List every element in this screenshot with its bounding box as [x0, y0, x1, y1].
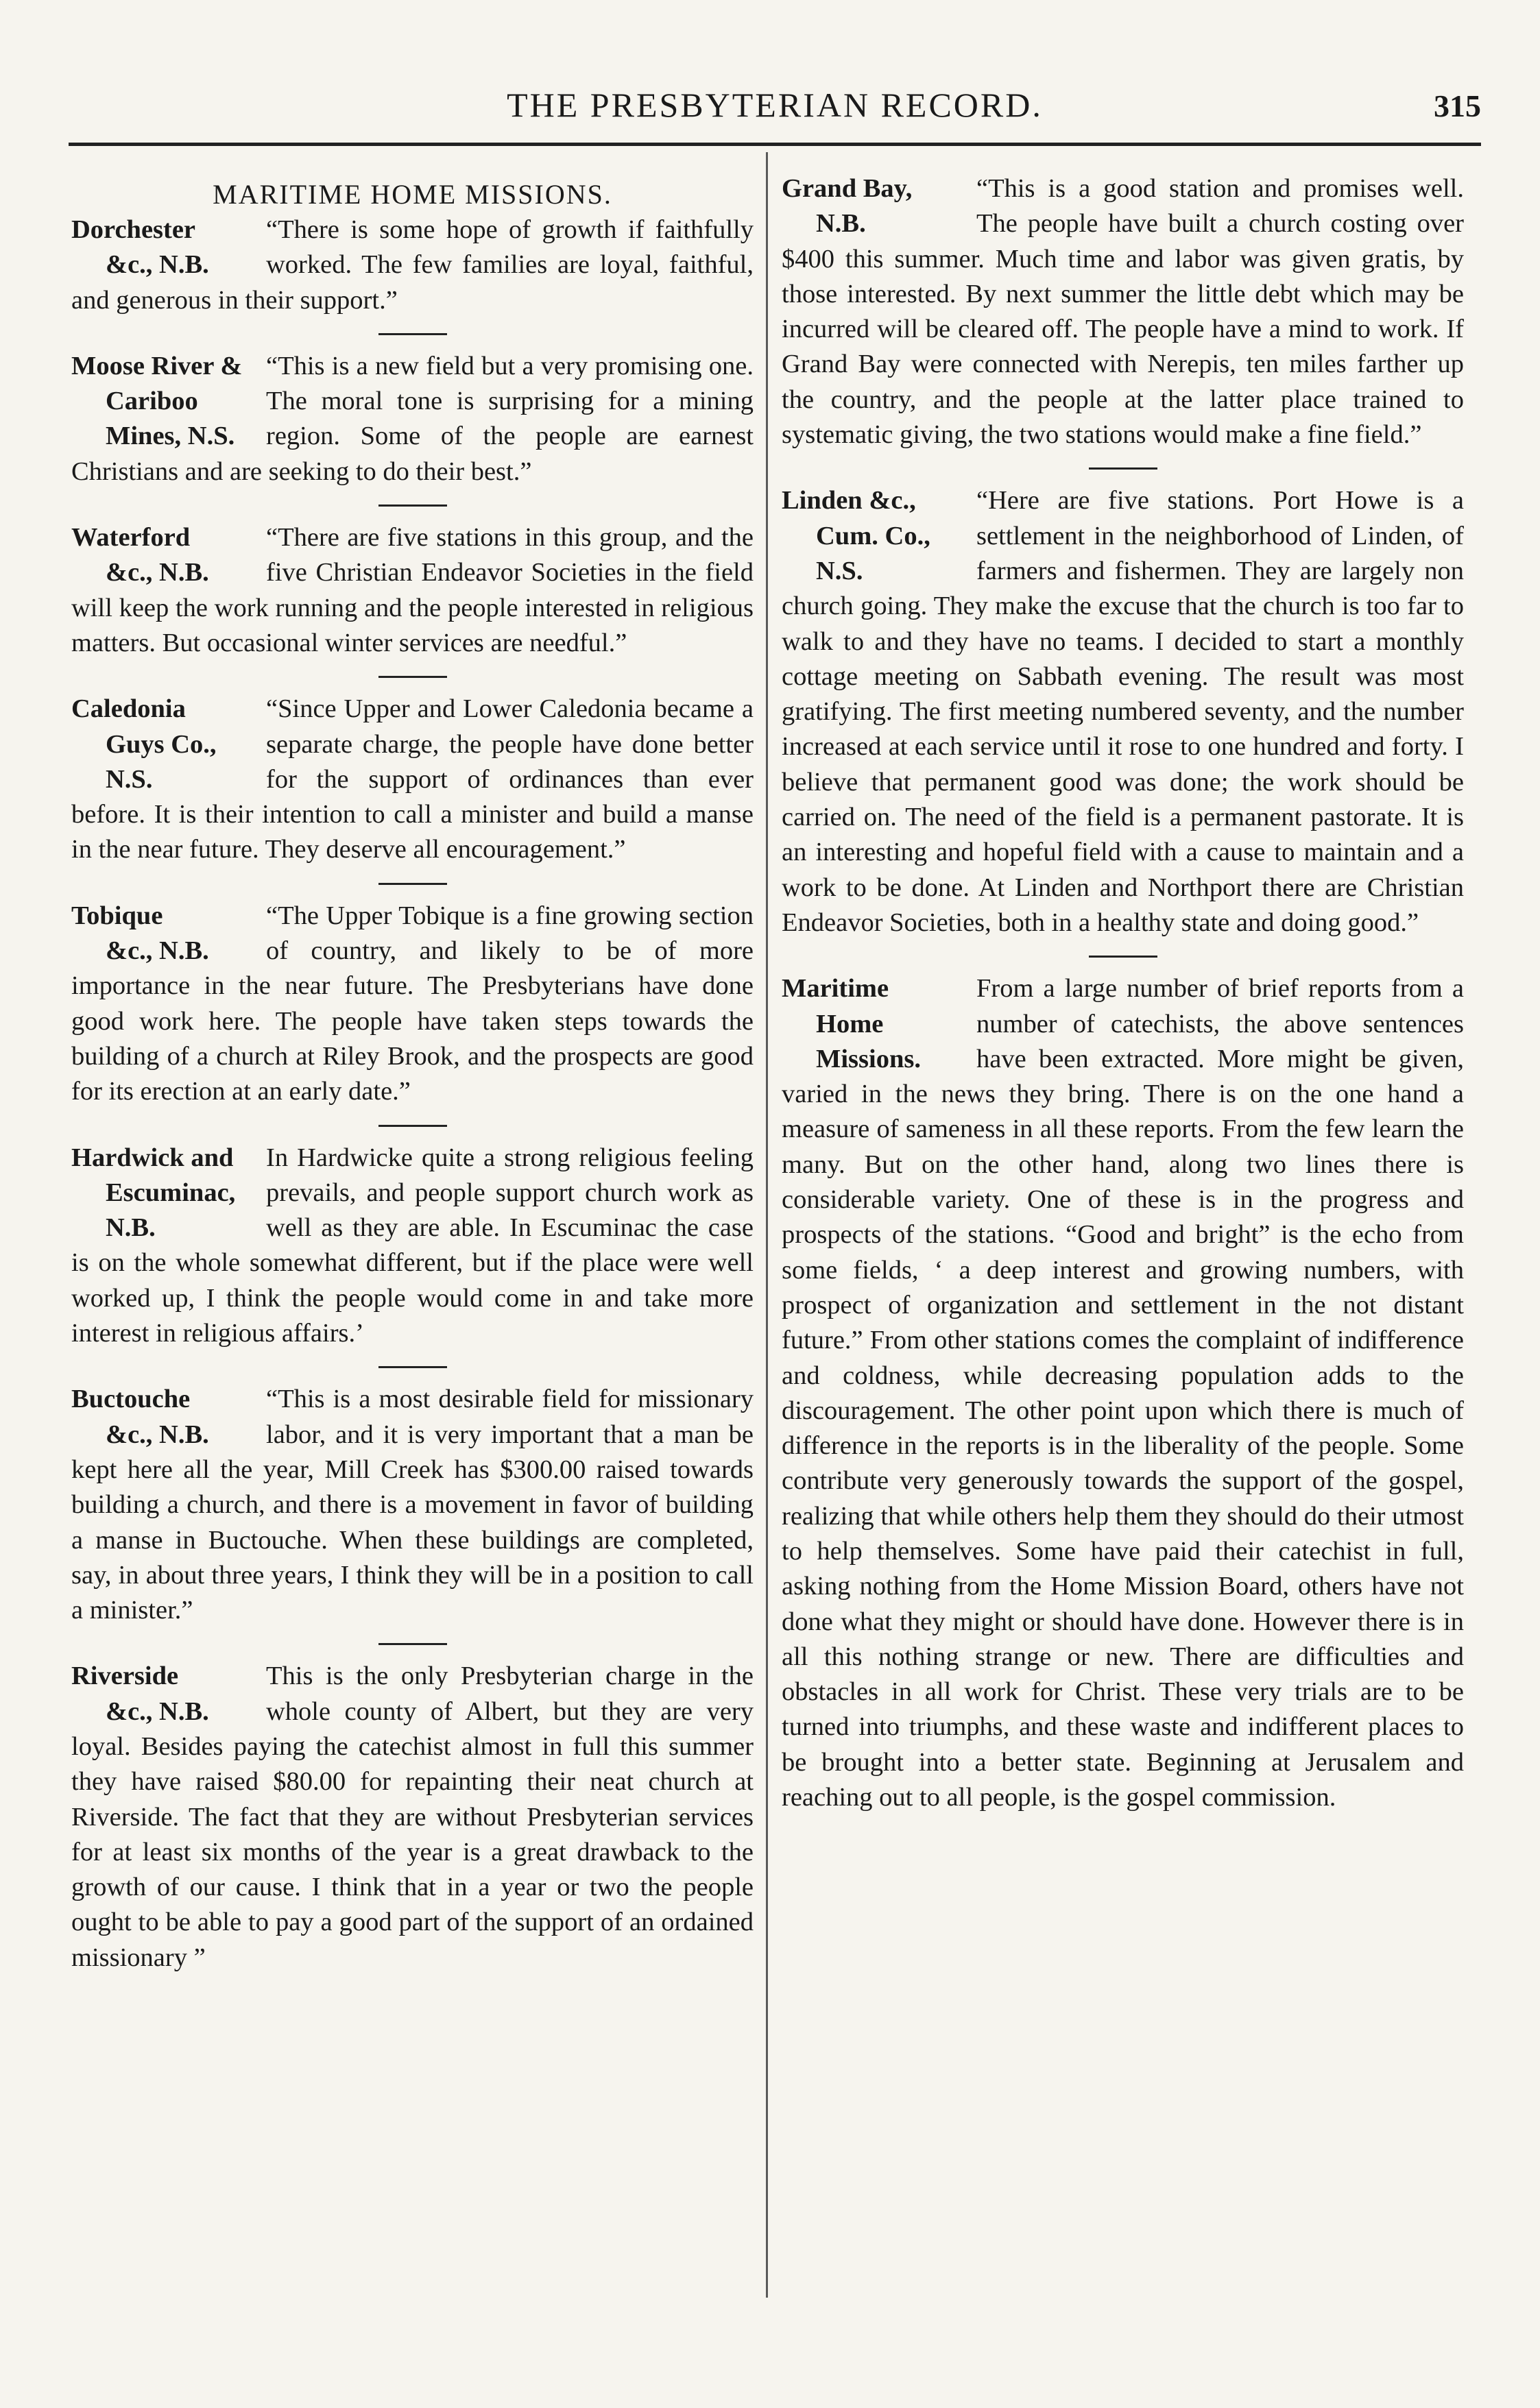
report-text: “The Upper Tobique is a fine growing section of country, and likely to be of more importance in the near future. The Presbyterians have done good work here. The people have taken steps towards the building of a church at Riley Brook, and the prospects are good for its erection at an early date.”: [71, 901, 754, 1106]
place-name: [71, 520, 256, 591]
separator-rule: [378, 1366, 447, 1368]
place-name-line: Buctouche: [71, 1385, 191, 1414]
report-text: “There is some hope of growth if faithfully worked. The few families are loyal, faithful, and generous in their support.”: [71, 215, 754, 315]
column-divider: [766, 152, 768, 2298]
separator-rule: [378, 333, 447, 335]
separator-rule: [378, 676, 447, 678]
report-text: “There are five stations in this group, and the five Christian Endeavor Societies in the field will keep the work running and the people interested in religious matters. But occasional winter services are needful.”: [71, 523, 754, 657]
report-text: “This is a most desirable field for missionary labor, and it is very important that a man be kept here all the year, Mill Creek has $300.00 raised towards building a church, and there is a movement in favor of building a manse in Buctouche. When these buildings are completed, say, in about three years, I think they will be in a position to call a minister.”: [71, 1385, 754, 1625]
place-name: [782, 483, 967, 589]
place-name-line: Dorchester: [71, 215, 196, 244]
report-text: “Here are five stations. Port Howe is a settlement in the neighborhood of Linden, of farmers and fishermen. They are largely non church going. They make the excuse that the church is too far to walk to and they have no teams. I decided to start a monthly cottage meeting on Sabbath evening. The result was most gratifying. The first meeting numbered seventy, and the number increased at each service until it rose to one hundred and forty. I believe that permanent good was done; the work should be carried on. The need of the field is a permanent pastorate. It is an interesting and hopeful field with a cause to maintain and a work to be done. At Linden and Northport there are Christian Endeavor Societies, both in a healthy state and doing good.”: [782, 486, 1464, 937]
place-name-line: Riverside: [71, 1662, 179, 1691]
place-name-line: Maritime: [782, 974, 889, 1004]
place-name-line: Caledonia: [71, 694, 186, 724]
place-name: [71, 899, 256, 969]
running-title: THE PRESBYTERIAN RECORD.: [507, 86, 1043, 124]
mission-report: [71, 520, 754, 661]
place-name: [71, 1659, 256, 1729]
mission-report: [71, 692, 754, 867]
place-name-line: &c., N.B.: [106, 558, 209, 587]
place-name-line: &c., N.B.: [106, 1420, 209, 1449]
mission-report: [71, 349, 754, 489]
place-name: [71, 1141, 256, 1246]
report-text: From a large number of brief reports from a number of catechists, the above sentences have been extracted. More might be given, varied in the news they bring. There is on the one hand a measure of sameness in all these reports. From the few learn the many. But on the other hand, along two lines there is considerable variety. One of these is in the progress and prospects of the stations. “Good and bright” is the echo from some fields, ‘ a deep interest and growing numbers, with prospect of organization and settlement in the not distant future.” From other stations comes the complaint of indifference and coldness, while decreasing population adds to the discouragement. The other point upon which there is much of difference in the reports is in the liberality of the people. Some contribute very generously towards the support of the gospel, realizing that while others help them they should do their utmost to help themselves. Some have paid their catechist in full, asking nothing from the Home Mission Board, others have not done what they might or should have done. However there is in all this nothing strange or new. There are difficulties and obstacles in all work for Christ. These very trials are to be turned into triumphs, and these waste and indifferent places to be brought into a better state. Beginning at Jerusalem and reaching out to all people, is the gospel commission.: [782, 974, 1464, 1812]
place-name: [71, 1382, 256, 1452]
place-name-line: Home Missions.: [816, 1009, 921, 1073]
place-name-line: &c., N.B.: [106, 250, 209, 280]
separator-rule: [378, 1643, 447, 1645]
place-name-line: Cariboo Mines, N.S.: [106, 387, 235, 451]
page-header: [69, 80, 1481, 134]
left-column: [71, 171, 754, 1975]
place-name-line: Linden &c.,: [782, 486, 916, 515]
place-name-line: Waterford: [71, 523, 191, 552]
section-title: MARITIME HOME MISSIONS.: [213, 179, 612, 210]
report-text: “This is a new field but a very promising one. The moral tone is surprising for a mining region. Some of the people are earnest Christians and are seeking to do their best.”: [71, 351, 754, 486]
place-name-line: Escuminac, N.B.: [106, 1178, 236, 1243]
place-name-line: Moose River &: [71, 351, 243, 380]
place-name-line: Grand Bay,: [782, 174, 913, 203]
place-name-line: Hardwick and: [71, 1143, 234, 1172]
mission-report: [71, 899, 754, 1110]
report-text: “Since Upper and Lower Caledonia became a separate charge, the people have done better for the support of ordinances than ever before. It is their intention to call a minister and build a manse in the near future. They deserve all encouragement.”: [71, 694, 754, 864]
place-name-line: N.B.: [816, 209, 866, 239]
mission-report: [71, 1141, 754, 1352]
mission-report: [71, 212, 754, 318]
separator-rule: [378, 1125, 447, 1127]
mission-report: [782, 971, 1464, 1815]
mission-report: [782, 483, 1464, 940]
place-name: [71, 349, 256, 454]
place-name: [71, 692, 256, 797]
place-name-line: Cum. Co., N.S.: [816, 521, 930, 585]
place-name: [782, 171, 967, 242]
header-rule: [69, 143, 1481, 146]
mission-report: [782, 171, 1464, 452]
place-name: [71, 212, 256, 283]
report-text: This is the only Presbyterian charge in the whole county of Albert, but they are very loyal. Besides paying the catechist almost in full this summer they have raised $80.00 for repainting their neat church at Riverside. The fact that they are without Presbyterian services for at least six months of the year is a great drawback to the growth of our cause. I think that in a year or two the people ought to be able to pay a good part of the support of an ordained missionary ”: [71, 1662, 754, 1972]
place-name-line: &c., N.B.: [106, 936, 209, 966]
mission-report: [71, 1659, 754, 1975]
separator-rule: [1089, 956, 1157, 958]
report-text: In Hardwicke quite a strong religious feeling prevails, and people support church work as well as they are able. In Escuminac the case is on the whole somewhat different, but if the place were well worked up, I think the people would come in and take more interest in religious affairs.’: [71, 1143, 754, 1348]
right-column: [782, 171, 1464, 1815]
report-text: “This is a good station and promises well. The people have built a church costing over $400 this summer. Much time and labor was given gratis, by those interested. By next summer the little debt which may be incurred will be cleared off. The people have a mind to work. If Grand Bay were connected with Nerepis, ten miles farther up the country, and the people at the latter place trained to systematic giving, the two stations would make a fine field.”: [782, 174, 1464, 450]
page-number: 315: [1434, 88, 1481, 123]
separator-rule: [378, 504, 447, 507]
mission-report: [71, 1382, 754, 1628]
place-name: [782, 971, 967, 1077]
separator-rule: [1089, 467, 1157, 470]
place-name-line: Guys Co., N.S.: [106, 729, 217, 794]
separator-rule: [378, 883, 447, 885]
place-name-line: Tobique: [71, 901, 163, 930]
place-name-line: &c., N.B.: [106, 1696, 209, 1726]
